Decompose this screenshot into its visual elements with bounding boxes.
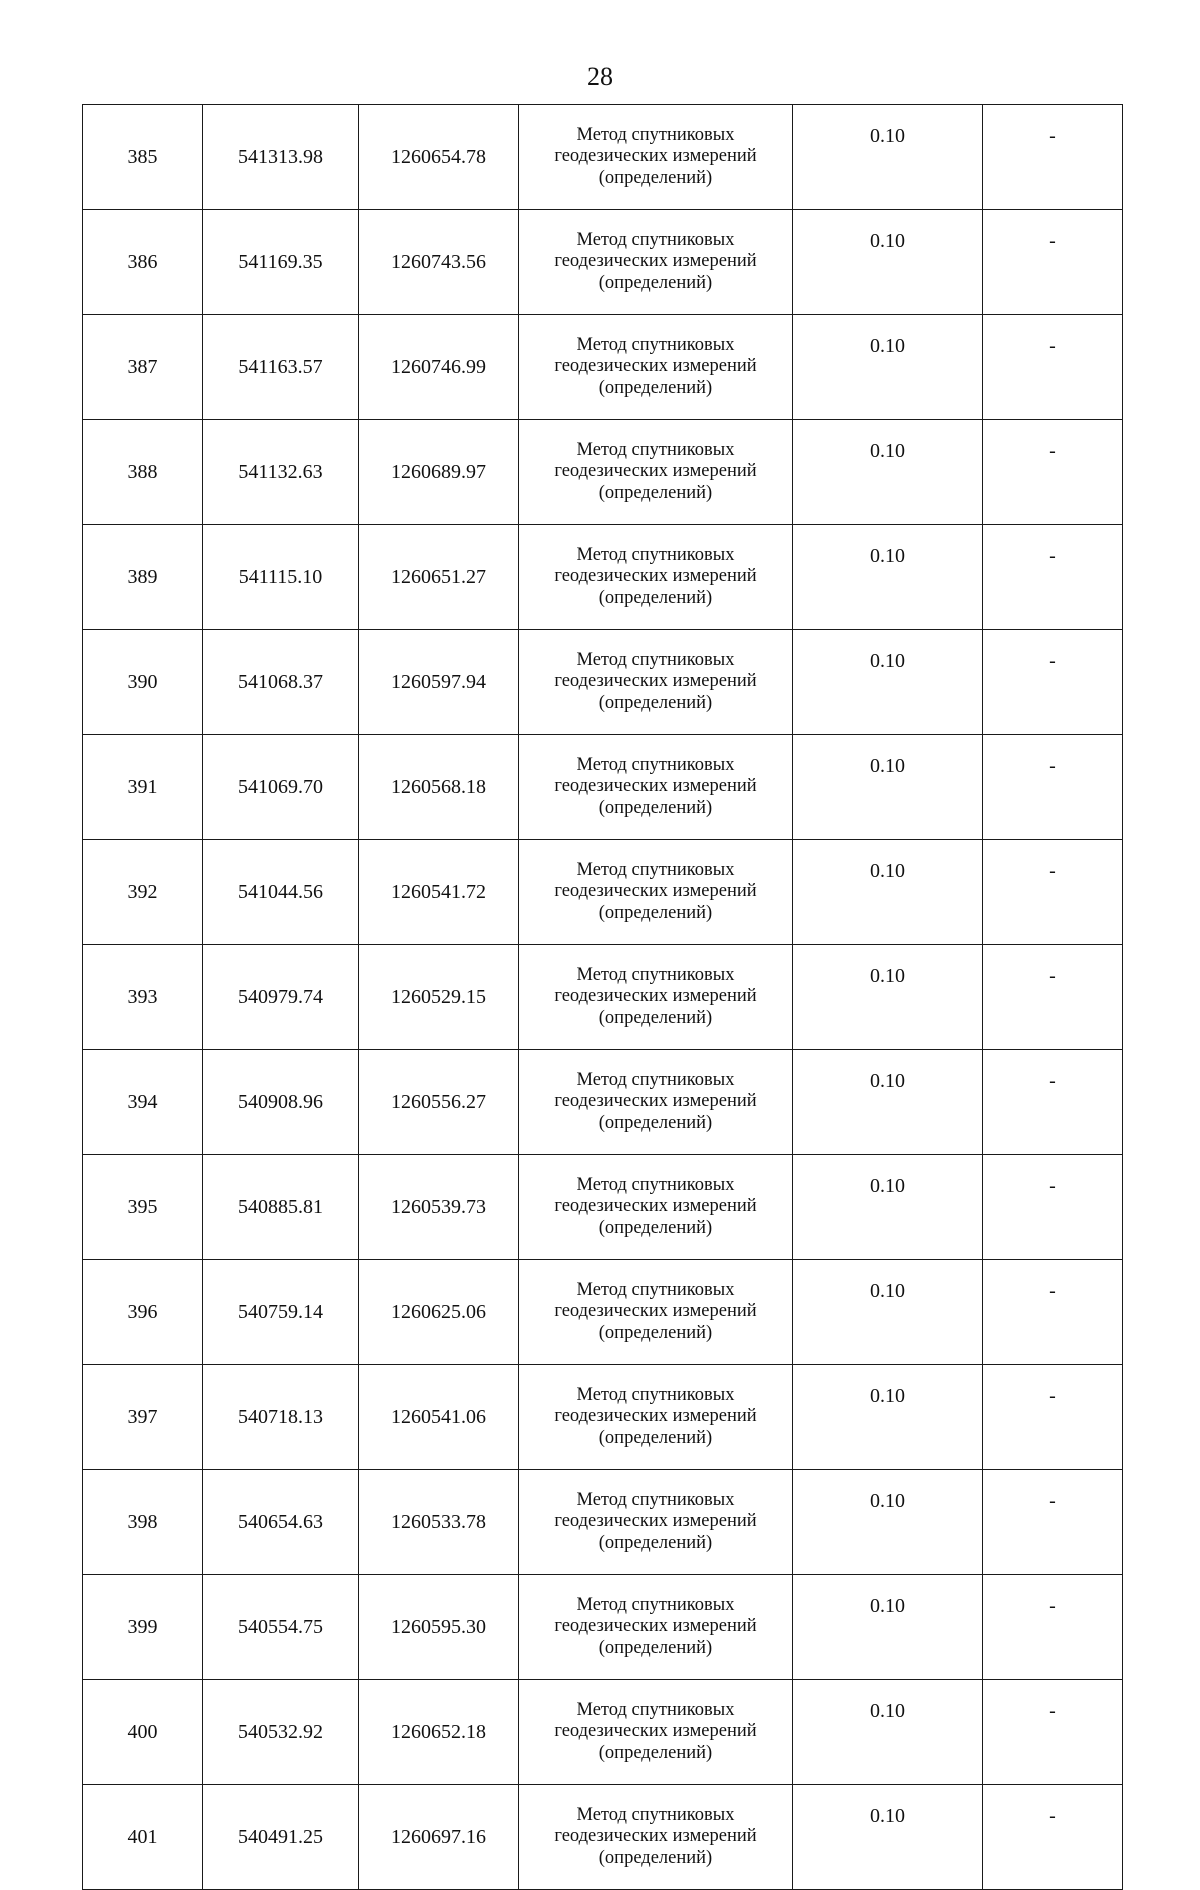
y-coordinate-cell: 1260541.06 (359, 1365, 519, 1470)
accuracy-cell: 0.10 (793, 1470, 983, 1575)
note-cell: - (983, 1470, 1123, 1575)
x-coordinate-cell: 541115.10 (203, 525, 359, 630)
method-text-line: (определений) (598, 1742, 713, 1763)
method-cell (519, 315, 793, 420)
accuracy-cell: 0.10 (793, 1260, 983, 1365)
method-cell (519, 420, 793, 525)
y-coordinate-cell: 1260539.73 (359, 1155, 519, 1260)
point-number-cell: 398 (83, 1470, 203, 1575)
table-row (83, 1785, 1123, 1890)
x-coordinate-cell: 541044.56 (203, 840, 359, 945)
point-number-cell: 390 (83, 630, 203, 735)
table-row (83, 210, 1123, 315)
method-text-line: (определений) (598, 1637, 713, 1658)
note-cell: - (983, 525, 1123, 630)
method-cell (519, 1155, 793, 1260)
point-number-cell: 387 (83, 315, 203, 420)
accuracy-cell: 0.10 (793, 525, 983, 630)
y-coordinate-cell: 1260625.06 (359, 1260, 519, 1365)
note-cell: - (983, 840, 1123, 945)
method-text-line: (определений) (598, 1847, 713, 1868)
method-cell (519, 1575, 793, 1680)
method-text-line: (определений) (598, 1217, 713, 1238)
table-row (83, 840, 1123, 945)
method-text-line: (определений) (598, 1322, 713, 1343)
point-number-cell: 388 (83, 420, 203, 525)
method-text-line: Метод спутниковых (576, 439, 735, 460)
method-cell (519, 1365, 793, 1470)
y-coordinate-cell: 1260556.27 (359, 1050, 519, 1155)
table-row (83, 1260, 1123, 1365)
method-text-line: Метод спутниковых (576, 859, 735, 880)
page-number: 28 (587, 62, 613, 91)
method-cell (519, 525, 793, 630)
x-coordinate-cell: 541132.63 (203, 420, 359, 525)
method-cell (519, 735, 793, 840)
method-text-line: геодезических измерений (554, 1721, 757, 1742)
method-text-line: геодезических измерений (554, 1826, 757, 1847)
method-text-line: геодезических измерений (554, 1616, 757, 1637)
method-text-line: (определений) (598, 1007, 713, 1028)
point-number-cell: 400 (83, 1680, 203, 1785)
x-coordinate-cell: 540554.75 (203, 1575, 359, 1680)
y-coordinate-cell: 1260595.30 (359, 1575, 519, 1680)
y-coordinate-cell: 1260597.94 (359, 630, 519, 735)
method-cell (519, 1785, 793, 1890)
method-text-line: (определений) (598, 1427, 713, 1448)
method-text-line: (определений) (598, 482, 713, 503)
method-text-line: геодезических измерений (554, 776, 757, 797)
method-text-line: геодезических измерений (554, 986, 757, 1007)
table-row (83, 1365, 1123, 1470)
x-coordinate-cell: 540759.14 (203, 1260, 359, 1365)
y-coordinate-cell: 1260746.99 (359, 315, 519, 420)
coordinates-table (82, 104, 1123, 1890)
table-row (83, 945, 1123, 1050)
note-cell: - (983, 1785, 1123, 1890)
method-text-line: (определений) (598, 272, 713, 293)
x-coordinate-cell: 541313.98 (203, 105, 359, 210)
note-cell: - (983, 1680, 1123, 1785)
accuracy-cell: 0.10 (793, 1050, 983, 1155)
method-text-line: геодезических измерений (554, 1301, 757, 1322)
method-text-line: (определений) (598, 692, 713, 713)
method-text-line: Метод спутниковых (576, 649, 735, 670)
y-coordinate-cell: 1260652.18 (359, 1680, 519, 1785)
method-text-line: геодезических измерений (554, 881, 757, 902)
method-text-line: Метод спутниковых (576, 1489, 735, 1510)
accuracy-cell: 0.10 (793, 1680, 983, 1785)
method-text-line: Метод спутниковых (576, 544, 735, 565)
method-text-line: геодезических измерений (554, 671, 757, 692)
method-text-line: (определений) (598, 587, 713, 608)
note-cell: - (983, 1155, 1123, 1260)
table-row (83, 735, 1123, 840)
x-coordinate-cell: 541163.57 (203, 315, 359, 420)
table-row (83, 1680, 1123, 1785)
note-cell: - (983, 210, 1123, 315)
table-row (83, 420, 1123, 525)
accuracy-cell: 0.10 (793, 1365, 983, 1470)
point-number-cell: 395 (83, 1155, 203, 1260)
point-number-cell: 393 (83, 945, 203, 1050)
point-number-cell: 397 (83, 1365, 203, 1470)
accuracy-cell: 0.10 (793, 315, 983, 420)
y-coordinate-cell: 1260533.78 (359, 1470, 519, 1575)
table-row (83, 1050, 1123, 1155)
x-coordinate-cell: 540718.13 (203, 1365, 359, 1470)
note-cell: - (983, 735, 1123, 840)
point-number-cell: 392 (83, 840, 203, 945)
note-cell: - (983, 630, 1123, 735)
method-cell (519, 630, 793, 735)
method-text-line: Метод спутниковых (576, 334, 735, 355)
method-text-line: Метод спутниковых (576, 1384, 735, 1405)
accuracy-cell: 0.10 (793, 630, 983, 735)
note-cell: - (983, 1260, 1123, 1365)
method-cell (519, 840, 793, 945)
method-text-line: Метод спутниковых (576, 964, 735, 985)
point-number-cell: 391 (83, 735, 203, 840)
accuracy-cell: 0.10 (793, 1785, 983, 1890)
y-coordinate-cell: 1260651.27 (359, 525, 519, 630)
accuracy-cell: 0.10 (793, 420, 983, 525)
x-coordinate-cell: 540885.81 (203, 1155, 359, 1260)
method-cell (519, 105, 793, 210)
y-coordinate-cell: 1260743.56 (359, 210, 519, 315)
method-cell (519, 1260, 793, 1365)
table-row (83, 315, 1123, 420)
x-coordinate-cell: 541169.35 (203, 210, 359, 315)
method-cell (519, 1470, 793, 1575)
method-text-line: геодезических измерений (554, 566, 757, 587)
note-cell: - (983, 1050, 1123, 1155)
method-text-line: (определений) (598, 797, 713, 818)
method-text-line: геодезических измерений (554, 1406, 757, 1427)
method-text-line: геодезических измерений (554, 146, 757, 167)
method-text-line: Метод спутниковых (576, 754, 735, 775)
method-text-line: Метод спутниковых (576, 1174, 735, 1195)
method-text-line: (определений) (598, 1112, 713, 1133)
method-cell (519, 1050, 793, 1155)
coordinates-table-body (83, 105, 1123, 1890)
method-text-line: (определений) (598, 1532, 713, 1553)
point-number-cell: 385 (83, 105, 203, 210)
x-coordinate-cell: 540908.96 (203, 1050, 359, 1155)
table-row (83, 1155, 1123, 1260)
method-cell (519, 210, 793, 315)
accuracy-cell: 0.10 (793, 210, 983, 315)
y-coordinate-cell: 1260689.97 (359, 420, 519, 525)
method-text-line: Метод спутниковых (576, 1594, 735, 1615)
method-text-line: Метод спутниковых (576, 1699, 735, 1720)
accuracy-cell: 0.10 (793, 735, 983, 840)
method-cell (519, 945, 793, 1050)
point-number-cell: 394 (83, 1050, 203, 1155)
note-cell: - (983, 315, 1123, 420)
accuracy-cell: 0.10 (793, 1155, 983, 1260)
note-cell: - (983, 105, 1123, 210)
note-cell: - (983, 420, 1123, 525)
method-text-line: геодезических измерений (554, 1196, 757, 1217)
y-coordinate-cell: 1260568.18 (359, 735, 519, 840)
y-coordinate-cell: 1260529.15 (359, 945, 519, 1050)
accuracy-cell: 0.10 (793, 945, 983, 1050)
y-coordinate-cell: 1260541.72 (359, 840, 519, 945)
method-text-line: геодезических измерений (554, 251, 757, 272)
point-number-cell: 396 (83, 1260, 203, 1365)
method-text-line: геодезических измерений (554, 1511, 757, 1532)
point-number-cell: 386 (83, 210, 203, 315)
point-number-cell: 401 (83, 1785, 203, 1890)
method-cell (519, 1680, 793, 1785)
method-text-line: Метод спутниковых (576, 124, 735, 145)
method-text-line: Метод спутниковых (576, 1279, 735, 1300)
method-text-line: (определений) (598, 167, 713, 188)
method-text-line: Метод спутниковых (576, 229, 735, 250)
accuracy-cell: 0.10 (793, 840, 983, 945)
method-text-line: (определений) (598, 377, 713, 398)
table-row (83, 105, 1123, 210)
note-cell: - (983, 1575, 1123, 1680)
method-text-line: Метод спутниковых (576, 1804, 735, 1825)
accuracy-cell: 0.10 (793, 1575, 983, 1680)
point-number-cell: 399 (83, 1575, 203, 1680)
table-row (83, 1470, 1123, 1575)
x-coordinate-cell: 540654.63 (203, 1470, 359, 1575)
x-coordinate-cell: 540532.92 (203, 1680, 359, 1785)
method-text-line: геодезических измерений (554, 461, 757, 482)
x-coordinate-cell: 541069.70 (203, 735, 359, 840)
table-row (83, 525, 1123, 630)
method-text-line: геодезических измерений (554, 356, 757, 377)
note-cell: - (983, 1365, 1123, 1470)
method-text-line: (определений) (598, 902, 713, 923)
x-coordinate-cell: 540979.74 (203, 945, 359, 1050)
x-coordinate-cell: 541068.37 (203, 630, 359, 735)
y-coordinate-cell: 1260654.78 (359, 105, 519, 210)
method-text-line: Метод спутниковых (576, 1069, 735, 1090)
accuracy-cell: 0.10 (793, 105, 983, 210)
table-row (83, 1575, 1123, 1680)
y-coordinate-cell: 1260697.16 (359, 1785, 519, 1890)
note-cell: - (983, 945, 1123, 1050)
point-number-cell: 389 (83, 525, 203, 630)
x-coordinate-cell: 540491.25 (203, 1785, 359, 1890)
table-row (83, 630, 1123, 735)
method-text-line: геодезических измерений (554, 1091, 757, 1112)
